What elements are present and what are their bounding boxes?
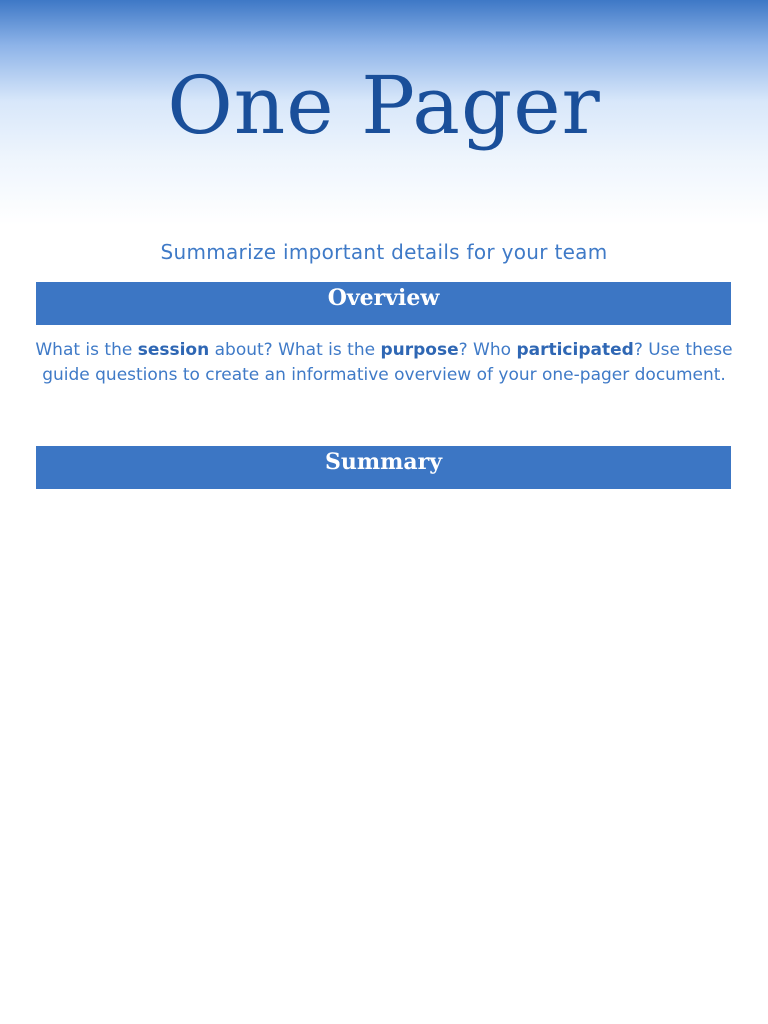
overview-keyword-participated: participated — [516, 340, 634, 360]
overview-text-part: ? Who — [458, 340, 517, 360]
overview-heading: Overview — [327, 285, 440, 311]
page-title: One Pager — [167, 59, 601, 152]
overview-keyword-purpose: purpose — [380, 340, 459, 360]
overview-text-part: What is the — [35, 340, 138, 360]
page-subtitle: Summarize important details for your team — [160, 240, 608, 264]
overview-section-header — [36, 282, 731, 325]
overview-paragraph — [30, 338, 738, 388]
summary-section-header — [36, 446, 731, 489]
overview-keyword-session: session — [137, 340, 210, 360]
overview-text-part: about? What is the — [209, 340, 381, 360]
summary-heading: Summary — [324, 449, 443, 475]
overview-text-part: ? Use these guide questions to create an informative overview of your one-pager document. — [42, 340, 733, 385]
